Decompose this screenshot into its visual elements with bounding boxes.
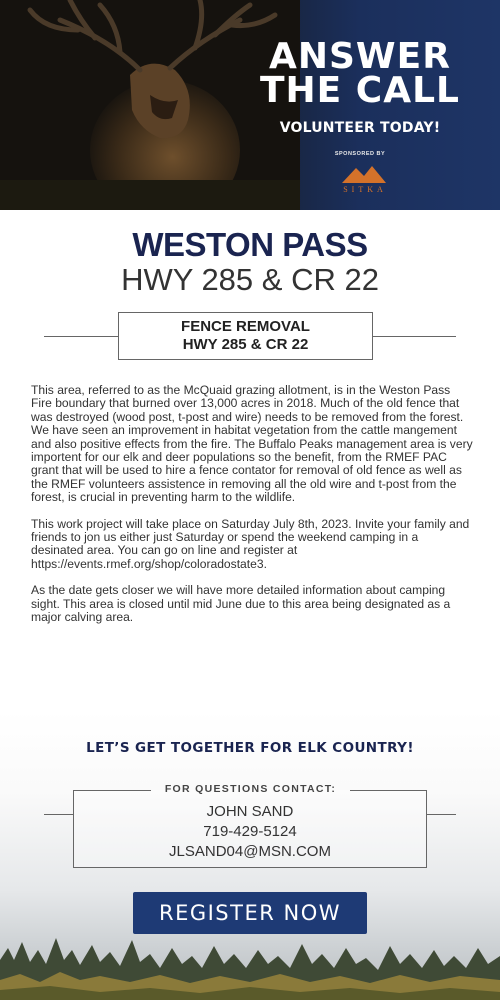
description-paragraph-1: This area, referred to as the McQuaid grazing allotment, is in the Weston Pass Fire boundary that burned over 13,000 acres in 2018. Much of the old fence that was destroyed (wood post, t-post and wire) needs to be removed from the forest. We have seen an improvement in habitat vegetation from the cattle mangement and also positive effects from the fire. The Buffalo Peaks management area is very importent for our elk and deer populations so the benefit, from the RMEF PAC grant that will be used to hire a fence contator for removal of old fence as well as the RMEF volunteers assistence in removing all the old wire and t-post from the forest, is crucial in preventing harm to the wildlife.: [31, 383, 473, 505]
contact-email[interactable]: JLSAND04@MSN.COM: [169, 843, 331, 860]
hero-title-line1: ANSWER: [269, 36, 451, 77]
contact-name: JOHN SAND: [206, 803, 294, 820]
hero-banner: [0, 0, 500, 210]
sponsor-name: SITKA: [343, 185, 387, 194]
project-name: FENCE REMOVAL: [181, 318, 310, 335]
hero-title: [240, 36, 480, 111]
hero-subtitle: VOLUNTEER TODAY!: [279, 120, 441, 136]
contact-label: FOR QUESTIONS CONTACT:: [164, 783, 337, 795]
project-location: HWY 285 & CR 22: [182, 336, 309, 353]
register-now-button[interactable]: REGISTER NOW: [133, 892, 367, 934]
contact-phone[interactable]: 719-429-5124: [203, 823, 297, 840]
divider-right: [373, 336, 456, 337]
contact-box-top-left: [73, 790, 151, 791]
page-subtitle: HWY 285 & CR 22: [121, 262, 379, 297]
contact-divider-right: [427, 814, 456, 815]
contact-box-top-right: [350, 790, 427, 791]
divider-left: [44, 336, 118, 337]
hero-title-line2: THE CALL: [260, 70, 460, 111]
tagline: LET’S GET TOGETHER FOR ELK COUNTRY!: [86, 740, 414, 756]
description-paragraph-2: This work project will take place on Saturday July 8th, 2023. Invite your family and friends to jon us either just Saturday or spend the weekend camping in a desinated area. You can go on line and register at https://events.rmef.org/shop/coloradostate3.: [31, 516, 470, 571]
page-title: WESTON PASS: [132, 226, 368, 263]
sponsor-label: SPONSORED BY: [334, 151, 386, 157]
description: [31, 384, 473, 638]
project-box: [118, 312, 373, 360]
description-paragraph-3: As the date gets closer we will have more detailed information about camping sight. This area is closed until mid June due to this area being designated as a major calving area.: [31, 583, 451, 625]
contact-divider-left: [44, 814, 73, 815]
